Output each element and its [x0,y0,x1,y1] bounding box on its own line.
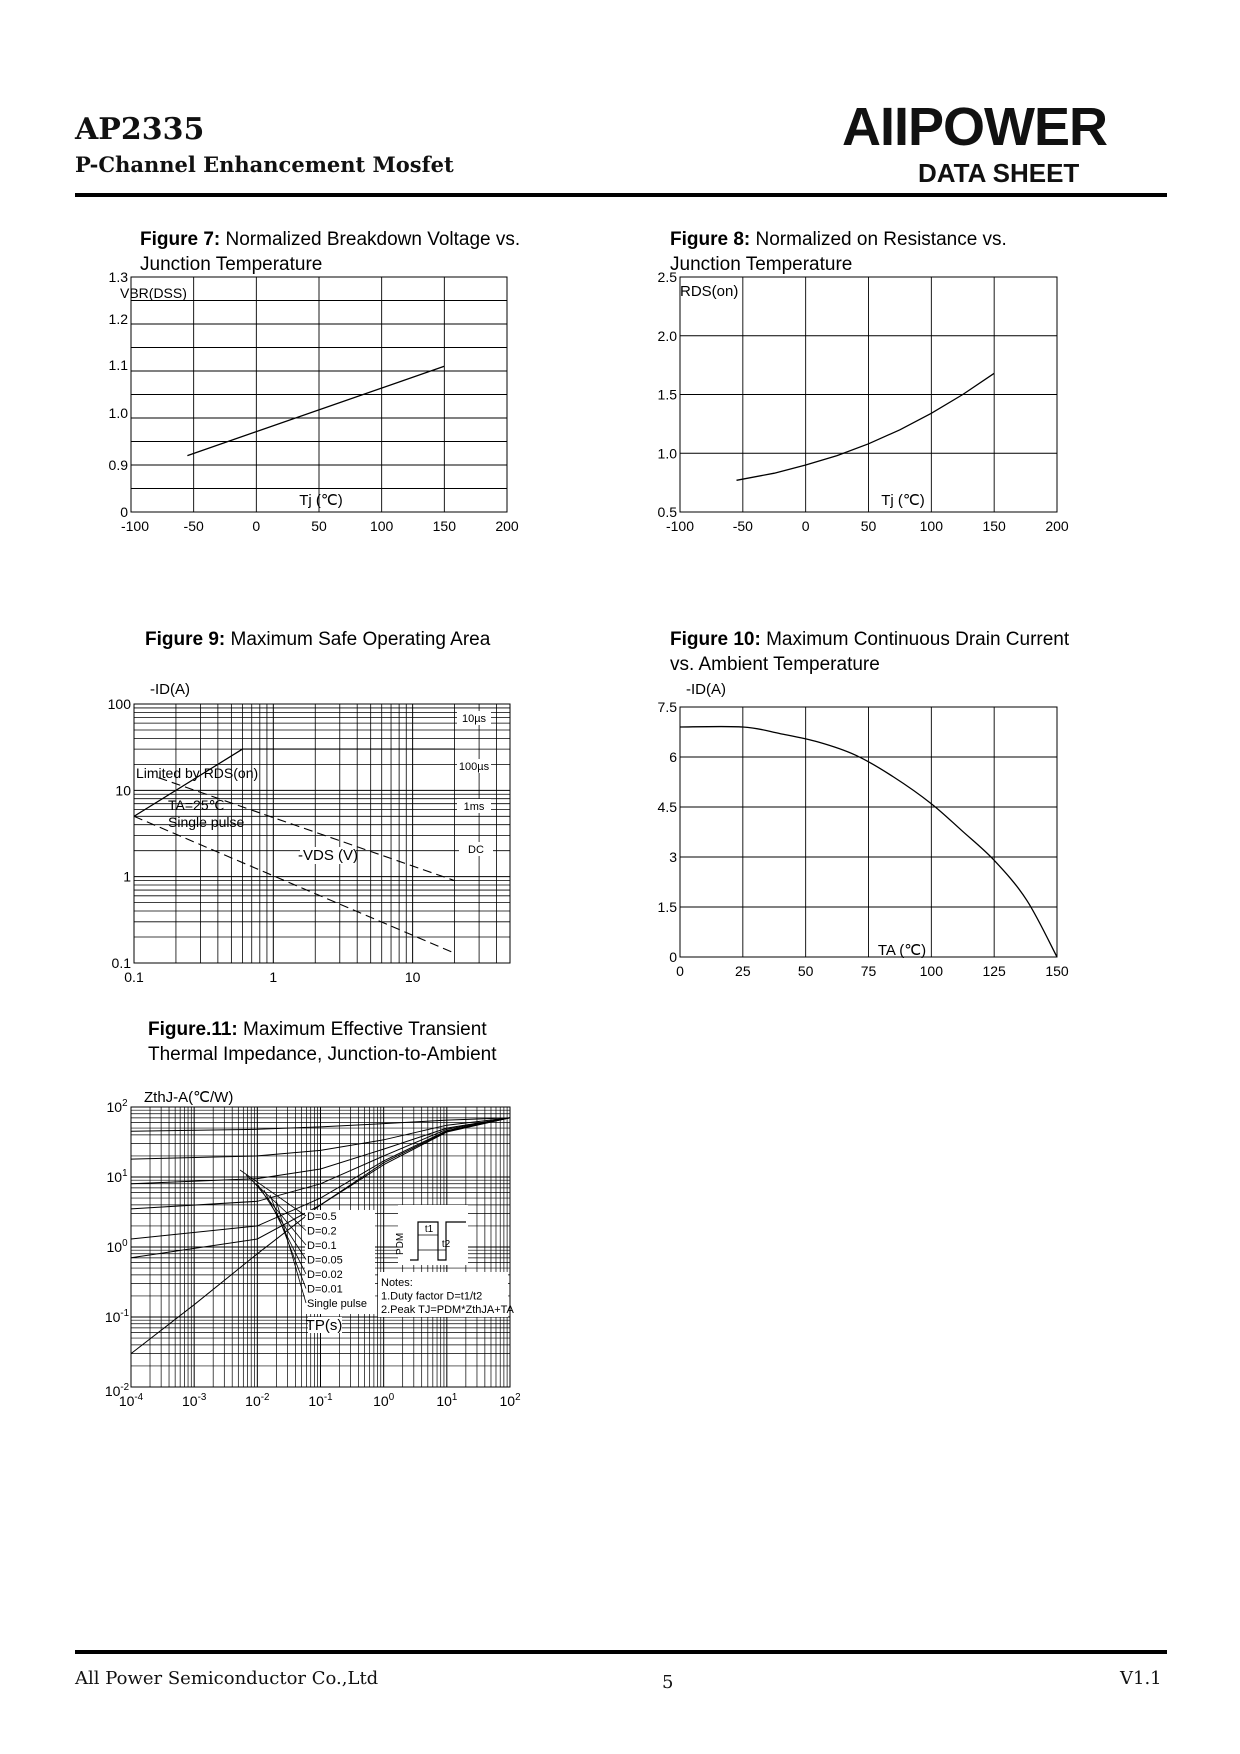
fig10-ytick: 7.5 [657,699,677,715]
fig10-xtick: 0 [676,963,684,979]
fig8-xtick: 0 [801,518,810,534]
fig9-curve-label: DC [468,844,484,856]
fig11-ytick: $10^1$ [106,1168,128,1185]
fig8-title: Normalized on Resistance vs. [755,229,1007,250]
fig11-xlabel: TP(s) [305,1317,343,1334]
fig10-ytick: 6 [669,749,677,765]
fig11-title-bold: Figure.11: [148,1019,238,1040]
figure-9-chart [100,620,600,992]
fig11-pulse-inset [395,1205,468,1265]
fig9-ytick: 1 [123,868,131,885]
fig10-ytick: 3 [669,849,677,865]
fig8-title-bold: Figure 8: [670,229,751,250]
svg-text:Figure 8: Normalized on Resist [670,229,1007,250]
footer-page-number: 5 [662,1672,674,1693]
fig8-ytick: 1.0 [657,445,677,462]
footer-version: V1.1 [1120,1668,1162,1689]
brand-logo: AIIPOWER [842,97,1108,157]
fig9-curve-label: 1ms [463,801,485,813]
fig8-ytick: 2.5 [657,269,677,285]
svg-text:Figure.11: Maximum Effective T [148,1019,487,1040]
fig7-xtick: 100 [369,518,394,534]
fig10-ytick: 1.5 [657,899,677,915]
fig7-ytick: 1.3 [108,269,128,285]
fig11-t1-label: t1 [424,1224,434,1235]
fig9-ytick: 100 [107,696,131,712]
figure-10-chart [630,620,1130,992]
fig10-xtick: 100 [919,963,944,979]
fig10-ytick: 4.5 [657,799,677,815]
fig9-annotation: Limited by RDS(on) [136,765,259,781]
fig9-annotation: TA=25℃ [168,797,225,813]
fig9-annotation: Single pulse [168,814,245,830]
fig7-title: Normalized Breakdown Voltage vs. [225,229,521,250]
fig7-xtick: 200 [495,518,519,534]
fig10-xtick: 150 [1045,963,1069,979]
fig8-xlabel: Tj (℃) [881,492,925,509]
fig8-ytick: 0.5 [657,504,677,520]
fig10-title-bold: Figure 10: [670,629,761,650]
fig7-ylabel: VBR(DSS) [120,285,187,301]
fig10-xtick: 50 [797,963,814,979]
datasheet-label: DATA SHEET [918,158,1080,188]
fig8-ytick: 2.0 [657,327,677,344]
fig10-xtick: 125 [982,963,1006,979]
fig7-xtick: -50 [183,518,204,534]
figure-8-chart [630,220,1130,605]
part-subtitle: P-Channel Enhancement Mosfet [75,152,454,177]
fig11-title-line2: Thermal Impedance, Junction-to-Ambient [148,1044,497,1065]
part-number: AP2335 [75,112,205,147]
fig9-xtick: 0.1 [124,969,144,985]
fig7-xtick: 150 [432,518,457,534]
fig11-note-line: 1.Duty factor D=t1/t2 [381,1290,483,1303]
fig11-legend-item: D=0.01 [307,1283,343,1296]
fig7-xtick: -100 [120,518,150,534]
fig8-xtick: 200 [1045,518,1069,534]
fig10-xlabel: TA (℃) [877,942,927,959]
fig10-title: Maximum Continuous Drain Current [766,629,1070,650]
fig8-ylabel: RDS(on) [680,283,739,300]
fig7-series-line [187,366,444,455]
fig11-xtick: $10^{-1}$ [308,1392,333,1409]
fig9-curve-label: 100µs [458,761,490,773]
fig9-xtick: 1 [269,969,278,985]
fig9-curve-label: 10µs [461,713,487,725]
fig11-ytick: $10^{-1}$ [104,1308,130,1325]
fig7-ytick: 0 [120,504,128,520]
fig8-xtick: -50 [732,518,753,534]
svg-text:Figure 7: Normalized Breakdown [140,229,520,250]
fig9-title: Maximum Safe Operating Area [230,629,491,650]
fig7-title-bold: Figure 7: [140,229,221,250]
fig9-ytick: 10 [115,782,131,799]
fig7-xtick: 50 [311,518,327,534]
fig7-xlabel: Tj (℃) [299,492,343,509]
fig11-xtick: $10^{-2}$ [245,1392,270,1409]
fig8-xtick: 150 [982,518,1006,534]
fig9-ylabel: -ID(A) [150,681,190,698]
fig11-ytick: $10^{-2}$ [104,1382,130,1399]
fig11-xtick: $10^0$ [373,1392,395,1409]
fig8-xtick: -100 [665,518,695,534]
fig7-xtick: 0 [252,518,261,534]
fig11-legend-item: D=0.02 [307,1269,343,1281]
fig8-xtick: 50 [860,518,877,534]
header-rule [75,193,1167,197]
fig9-title-bold: Figure 9: [145,629,226,650]
fig11-ytick: $10^2$ [106,1098,128,1115]
fig10-xtick: 25 [735,963,751,979]
fig11-t2-label: t2 [441,1239,451,1250]
fig7-ytick: 1.0 [108,405,128,421]
fig7-ytick: 0.9 [108,457,128,473]
fig11-ylabel: ZthJ-A(℃/W) [144,1089,234,1106]
fig11-note-line: 2.Peak TJ=PDM*ZthJA+TA [381,1304,514,1316]
fig11-legend-item: D=0.5 [307,1211,337,1223]
fig11-xtick: $10^1$ [436,1392,458,1409]
svg-text:Figure 10: Maximum Continuous [670,629,1070,650]
footer-rule [75,1650,1167,1654]
fig8-ytick: 1.5 [657,386,677,403]
svg-text:Figure 9: Maximum Safe Operati [145,629,491,650]
fig11-pdm-label: PDM [395,1232,406,1255]
fig11-xtick: $10^2$ [499,1392,521,1409]
footer-company: All Power Semiconductor Co.,Ltd [75,1668,379,1689]
fig7-title-line2: Junction Temperature [140,254,323,275]
fig11-xtick: $10^{-3}$ [182,1392,207,1409]
fig7-ytick: 1.2 [108,311,128,327]
fig11-legend-item: D=0.05 [307,1254,343,1267]
fig11-ytick: $10^0$ [106,1238,128,1255]
fig8-xtick: 100 [919,518,944,534]
fig7-ytick: 1.1 [108,357,128,373]
fig11-legend-item: Single pulse [307,1298,367,1310]
fig9-frame [134,704,510,963]
figure-11-chart [100,1010,600,1410]
fig10-ytick: 0 [669,949,677,965]
fig11-title: Maximum Effective Transient [243,1019,487,1040]
fig11-xtick: $10^{-4}$ [118,1392,144,1409]
fig9-ytick: 0.1 [111,955,131,971]
fig9-xlabel: -VDS (V) [298,847,358,864]
fig8-title-line2: Junction Temperature [670,254,853,275]
figure-7-chart [100,220,600,605]
fig8-series-line [737,373,995,480]
fig11-legend-item: D=0.2 [307,1225,337,1238]
fig11-legend-item: D=0.1 [307,1240,337,1252]
fig11-note-line: Notes: [381,1277,413,1289]
fig9-xtick: 10 [404,969,421,985]
fig10-xtick: 75 [860,963,877,979]
fig10-title-line2: vs. Ambient Temperature [670,654,880,675]
fig10-ylabel: -ID(A) [686,681,726,698]
